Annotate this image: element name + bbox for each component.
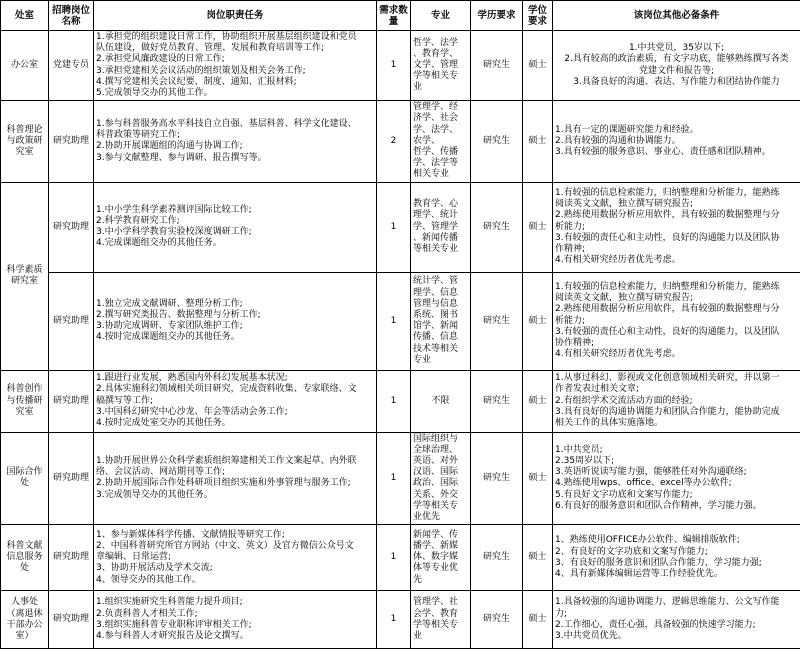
cell-requirements-line: 6.有良好的服务意识和团队合作精神，学习能力强。 [555, 500, 762, 511]
cell-requirements-line: 1.中共党员，35岁以下; [628, 43, 725, 54]
cell-education: 研究生 [471, 370, 523, 432]
table-row [1, 525, 800, 591]
cell-requirements-line: 4.有相关研究经历者优先考虑。 [555, 349, 681, 360]
cell-degree: 硕士 [523, 591, 553, 649]
cell-requirements-line: 相关工作的具体实施落地。 [555, 417, 664, 428]
cell-major-line: 学等相关专 [413, 71, 459, 82]
cell-position: 研究助理 [49, 525, 94, 591]
cell-major-line: 先 [413, 574, 423, 585]
cell-requirements-line: 1.中共党员; [555, 444, 603, 455]
cell-duties-line: 3.组织实施科普专业职称评审相关工作; [96, 619, 252, 630]
cell-education: 研究生 [471, 432, 523, 525]
cell-duties-line: 1.协助开展世界公众科学素质组织筹建相关工作文案起草、内外联 [96, 456, 357, 467]
cell-education: 研究生 [471, 272, 523, 370]
cell-position: 研究助理 [49, 101, 94, 182]
cell-major-line: 不限 [431, 395, 450, 406]
cell-requirements [553, 272, 800, 370]
cell-duties-line: 2.负责科普人才相关工作; [96, 608, 198, 619]
cell-major-line: 政治、国际 [413, 478, 459, 489]
cell-duties-line: 3.中小学科学教育实验校深度调研工作; [96, 227, 252, 238]
cell-major [411, 525, 471, 591]
cell-major [411, 272, 471, 370]
cell-major-line: 馆学、新闻 [413, 321, 459, 332]
cell-duties-line: 1.承担党的组织建设日常工作，协助组织开展基层组织建设和党员 [96, 32, 357, 42]
cell-requirements-line: 4.有相关研究经历者优先考虑。 [555, 255, 681, 266]
cell-requirements-line: 3.具备良好的沟通、表达、写作能力和团结协作能力 [573, 76, 780, 87]
table-row [1, 370, 800, 432]
cell-duties-line: 2.协助开展国际合作处科研项目组织实施和外事管理与服务工作; [96, 478, 351, 489]
cell-major [411, 370, 471, 432]
cell-requirements-line: 作精神; [555, 243, 586, 254]
cell-position: 研究助理 [49, 272, 94, 370]
cell-duties-line: 2.科学教育研究工作; [96, 215, 180, 226]
cell-duties [94, 432, 377, 525]
cell-degree: 硕士 [523, 272, 553, 370]
cell-requirements [553, 101, 800, 182]
cell-duties-line: 3、协助开展活动及学术交流; [96, 563, 213, 574]
cell-major-line: 学、法学、 [413, 124, 459, 135]
cell-major [411, 182, 471, 272]
header-duties: 岗位职责任务 [94, 1, 377, 31]
cell-duties-line: 5.完成领导交办的其他工作。 [96, 88, 213, 99]
cell-duties-line: 2.撰写研究类报告、数据整理与分析工作; [96, 309, 261, 320]
cell-major-line: 学、法学等 [413, 158, 459, 169]
header-requirements: 该岗位其他必备条件 [553, 1, 800, 31]
cell-dept: 科学素质研究室 [1, 182, 49, 370]
cell-requirements-line: 3.具有较强的服务意识、事业心、责任感和团队精神。 [555, 147, 771, 158]
cell-major-line: 学等相关专 [413, 500, 459, 511]
cell-requirements-line: 1.有较强的信息检索能力，归纳整理和分析能力，能熟练 [555, 187, 780, 198]
cell-major-line: 系统、图书 [413, 309, 459, 320]
table-row [1, 272, 800, 370]
cell-position: 研究助理 [49, 591, 94, 649]
cell-major-line: 会学、教育 [413, 608, 459, 619]
cell-duties-line: 1.独立完成文献调研、整理分析工作; [96, 298, 243, 309]
cell-major-line: 、新闻传播 [413, 232, 459, 243]
cell-requirements-line: 2.熟练使用数据分析应用软件，具有较强的数据整理与分 [555, 210, 780, 221]
header-education: 学历要求 [471, 1, 523, 31]
cell-duties-line: 3.完成领导交办的其他任务。 [96, 489, 213, 500]
cell-degree: 硕士 [523, 432, 553, 525]
cell-major-line: 学、管理学 [413, 221, 459, 232]
cell-major-line: 体、数字媒 [413, 552, 459, 563]
cell-education: 研究生 [471, 182, 523, 272]
cell-duties-line: 2.具体实施科幻领域相关项目研究，完成资料收集、专家联络、文 [96, 384, 357, 395]
cell-duties-line: 2.承担党风廉政建设的日常工作; [96, 54, 225, 65]
cell-dept: 办公室 [1, 31, 49, 101]
cell-major-line: 管理与信息 [413, 298, 459, 309]
cell-major [411, 101, 471, 182]
cell-requirements-line: 作者发表过相关文章; [555, 384, 640, 395]
cell-degree: 硕士 [523, 31, 553, 101]
cell-major-line: 管理学、经 [413, 102, 459, 113]
cell-dept: 人事处（离退休干部办公室） [1, 591, 49, 649]
cell-major-line: 济学、社会 [413, 113, 459, 124]
cell-requirements-line: 力; [555, 608, 568, 619]
cell-requirements-line: 2、有良好的文字功底和文案写作能力; [555, 546, 708, 557]
cell-duties-line: 4、领导交办的其他工作。 [96, 574, 201, 585]
table-row [1, 182, 800, 272]
cell-duties-line: 1.组织实施研究生科普能力提升项目; [96, 597, 243, 608]
header-row [1, 1, 800, 31]
cell-major-line: 体等专业优 [413, 563, 459, 574]
cell-duties-line: 1.参与科普服务高水平科技自立自强、基层科普、科学文化建设、 [96, 119, 357, 130]
cell-major-line: 管理学、社 [413, 597, 459, 608]
cell-major-line: 汉语、国际 [413, 467, 459, 478]
cell-requirements-line: 阅读英文文献，独立撰写研究报告; [555, 199, 694, 210]
cell-position: 研究助理 [49, 432, 94, 525]
cell-requirements-line: 4.熟练使用wps、office、excel等办公软件; [555, 478, 732, 489]
cell-requirements-line: 2.有组织学术交流活动方面的经验; [555, 395, 693, 406]
cell-duties-line: 章编辑、日常运营; [96, 552, 172, 563]
cell-requirements-line: 党建文件和报告等; [638, 65, 715, 76]
cell-duties-line: 4.按时完成课题组交办的其他任务。 [96, 332, 240, 343]
cell-requirements-line: 1.具备较强的沟通协调能力、逻辑思维能力、公文写作能 [555, 597, 780, 608]
cell-education: 研究生 [471, 101, 523, 182]
cell-major-line: 等相关专业 [413, 243, 459, 254]
cell-major-line: 相关专业 [413, 169, 450, 180]
table-row [1, 31, 800, 101]
cell-duties-line: 2.协助开展课题组的沟通与协调工作; [96, 141, 243, 152]
cell-major-line: 哲学、传播 [413, 147, 459, 158]
cell-major-line: 教育学、心 [413, 199, 459, 210]
cell-requirements [553, 370, 800, 432]
cell-requirements [553, 182, 800, 272]
cell-major-line: 理学、信息 [413, 287, 459, 298]
cell-duties-line: 3.承担党建相关会议活动的组织策划及相关会务工作; [96, 65, 306, 76]
cell-requirements [553, 591, 800, 649]
cell-major-line: 专业 [413, 354, 432, 365]
cell-requirements-line: 3、有良好的服务意识和团队合作能力，学习能力强; [555, 557, 762, 568]
cell-duties [94, 370, 377, 432]
cell-duties-line: 稿撰写等工作; [96, 395, 154, 406]
cell-requirements-line: 2.具有较高的政治素质，有文字功底，能够熟练撰写各类 [564, 54, 789, 65]
cell-requirements-line: 2.工作细心，责任心强，具备较强的快速学习能力; [555, 619, 756, 630]
cell-requirements-line: 2.熟练使用数据分析应用软件，具有较强的数据整理与分 [555, 304, 780, 315]
table-row [1, 432, 800, 525]
cell-duties-line: 1.中小学生科学素养测评国际比较工作; [96, 204, 252, 215]
cell-major-line: 统计学、管 [413, 276, 459, 287]
cell-requirements-line: 3.有较强的责任心和主动性，良好的沟通能力以及团队协 [555, 232, 780, 243]
cell-duties-line: 2、中国科普研究所官方网站（中文、英文）及官方微信公众号文 [96, 540, 354, 551]
cell-dept: 科普文献信息服务处 [1, 525, 49, 591]
header-major: 专业 [411, 1, 471, 31]
cell-major-line: 哲学、法学 [413, 37, 459, 48]
cell-count: 1 [377, 370, 411, 432]
cell-major-line: 英语、对外 [413, 456, 459, 467]
cell-degree: 硕士 [523, 370, 553, 432]
cell-requirements [553, 432, 800, 525]
cell-major-line: 学等相关专 [413, 619, 459, 630]
cell-requirements-line: 3.中共党员优先。 [555, 630, 627, 641]
cell-requirements-line: 1、熟练使用OFFICE办公软件、编辑排版软件; [555, 535, 740, 546]
cell-requirements [553, 31, 800, 101]
cell-count: 1 [377, 591, 411, 649]
cell-duties-line: 1.跟进行业发展，熟悉国内外科幻发展基本状况; [96, 373, 288, 384]
cell-position: 党建专员 [49, 31, 94, 101]
cell-duties-line: 4.完成课题组交办的其他任务。 [96, 238, 222, 249]
cell-major-line: 业 [413, 82, 423, 93]
cell-count: 1 [377, 31, 411, 101]
cell-requirements-line: 析能力; [555, 221, 586, 232]
cell-major-line: 全球治理、 [413, 444, 459, 455]
cell-duties [94, 525, 377, 591]
cell-requirements-line: 协作精神; [555, 337, 595, 348]
cell-requirements-line: 4、具有新媒体编辑运营等工作经验优先。 [555, 568, 723, 579]
table-row [1, 591, 800, 649]
cell-count: 1 [377, 272, 411, 370]
header-count: 需求数量 [377, 1, 411, 31]
cell-requirements-line: 3.有较强的责任心和主动性，良好的沟通能力，以及团队 [555, 326, 780, 337]
cell-education: 研究生 [471, 31, 523, 101]
cell-duties-line: 3.协助完成调研、专家团队维护工作; [96, 321, 243, 332]
cell-major-line: 业 [413, 630, 423, 641]
cell-duties-line: 3.参与文献整理、参与调研、报告撰写等。 [96, 152, 267, 163]
cell-requirements [553, 525, 800, 591]
cell-requirements-line: 1.具有一定的课题研究能力和经验。 [555, 124, 699, 135]
cell-position: 研究助理 [49, 370, 94, 432]
header-position: 招聘岗位名称 [49, 1, 94, 31]
cell-degree: 硕士 [523, 182, 553, 272]
cell-major-line: 国际组织与 [413, 433, 459, 444]
table-row [1, 101, 800, 182]
cell-education: 研究生 [471, 591, 523, 649]
cell-position: 研究助理 [49, 182, 94, 272]
cell-major-line: 、教育学、 [413, 48, 459, 59]
cell-major-line: 农学、 [413, 135, 441, 146]
cell-duties-line: 4.参与科普人才研究报告及论文撰写。 [96, 630, 249, 641]
cell-major [411, 31, 471, 101]
cell-duties [94, 31, 377, 101]
cell-duties-line: 1、参与新媒体科学传播、文献情报等研究工作; [96, 529, 285, 540]
cell-requirements-line: 2.35周岁以下; [555, 456, 615, 467]
cell-duties-line: 络、会议活动、网站期刊等工作; [96, 467, 226, 478]
header-dept: 处室 [1, 1, 49, 31]
cell-dept: 科普理论与政策研究室 [1, 101, 49, 182]
cell-requirements-line: 1.有较强的信息检索能力，归纳整理和分析能力，能熟练 [555, 281, 780, 292]
cell-requirements-line: 1.从事过科幻、影视或文化创意领域相关研究，并以第一 [555, 373, 780, 384]
cell-duties-line: 4.按时完成处室交办的其他任务。 [96, 417, 231, 428]
cell-major-line: 理学、统计 [413, 210, 459, 221]
cell-major [411, 432, 471, 525]
cell-dept: 科普创作与传播研究室 [1, 370, 49, 432]
cell-requirements-line: 5.有良好文字功底和文案写作能力; [555, 489, 693, 500]
cell-requirements-line: 3.英语听说读写能力强，能够胜任对外沟通联络; [555, 467, 747, 478]
cell-requirements-line: 阅读英文文献，独立撰写研究报告; [555, 293, 694, 304]
header-degree: 学位要求 [523, 1, 553, 31]
cell-requirements-line: 2.具有较强的沟通和协调能力。 [555, 135, 681, 146]
cell-major [411, 591, 471, 649]
cell-major-line: 关系、外交 [413, 489, 459, 500]
cell-duties-line: 3.中国科幻研究中心沙龙、年会等活动会务工作; [96, 406, 288, 417]
cell-degree: 硕士 [523, 101, 553, 182]
table-body [1, 31, 800, 649]
cell-count: 1 [377, 432, 411, 525]
cell-major-line: 业优先 [413, 512, 441, 523]
cell-duties-line: 队伍建设，做好党员教育、管理、发展和教育培训等工作; [96, 43, 325, 54]
cell-major-line: 文学、管理 [413, 60, 459, 70]
cell-duties [94, 182, 377, 272]
cell-education: 研究生 [471, 525, 523, 591]
cell-duties-line: 科普政策等研究工作; [96, 130, 181, 141]
cell-count: 1 [377, 182, 411, 272]
cell-duties [94, 591, 377, 649]
cell-count: 2 [377, 101, 411, 182]
cell-dept: 国际合作处 [1, 432, 49, 525]
cell-major-line: 技术等相关 [413, 343, 459, 354]
cell-duties [94, 101, 377, 182]
cell-duties-line: 4.撰写党建相关会议纪要、制度、通知、汇报材料; [96, 76, 297, 87]
cell-degree: 硕士 [523, 525, 553, 591]
cell-major-line: 播学、新媒 [413, 540, 459, 551]
cell-count: 1 [377, 525, 411, 591]
cell-requirements-line: 析能力; [555, 315, 586, 326]
cell-duties [94, 272, 377, 370]
cell-major-line: 传播、信息 [413, 332, 459, 343]
cell-major-line: 新闻学、传 [413, 529, 459, 540]
cell-requirements-line: 3.具有良好的沟通协调能力和团队合作能力，能协助完成 [555, 406, 780, 417]
